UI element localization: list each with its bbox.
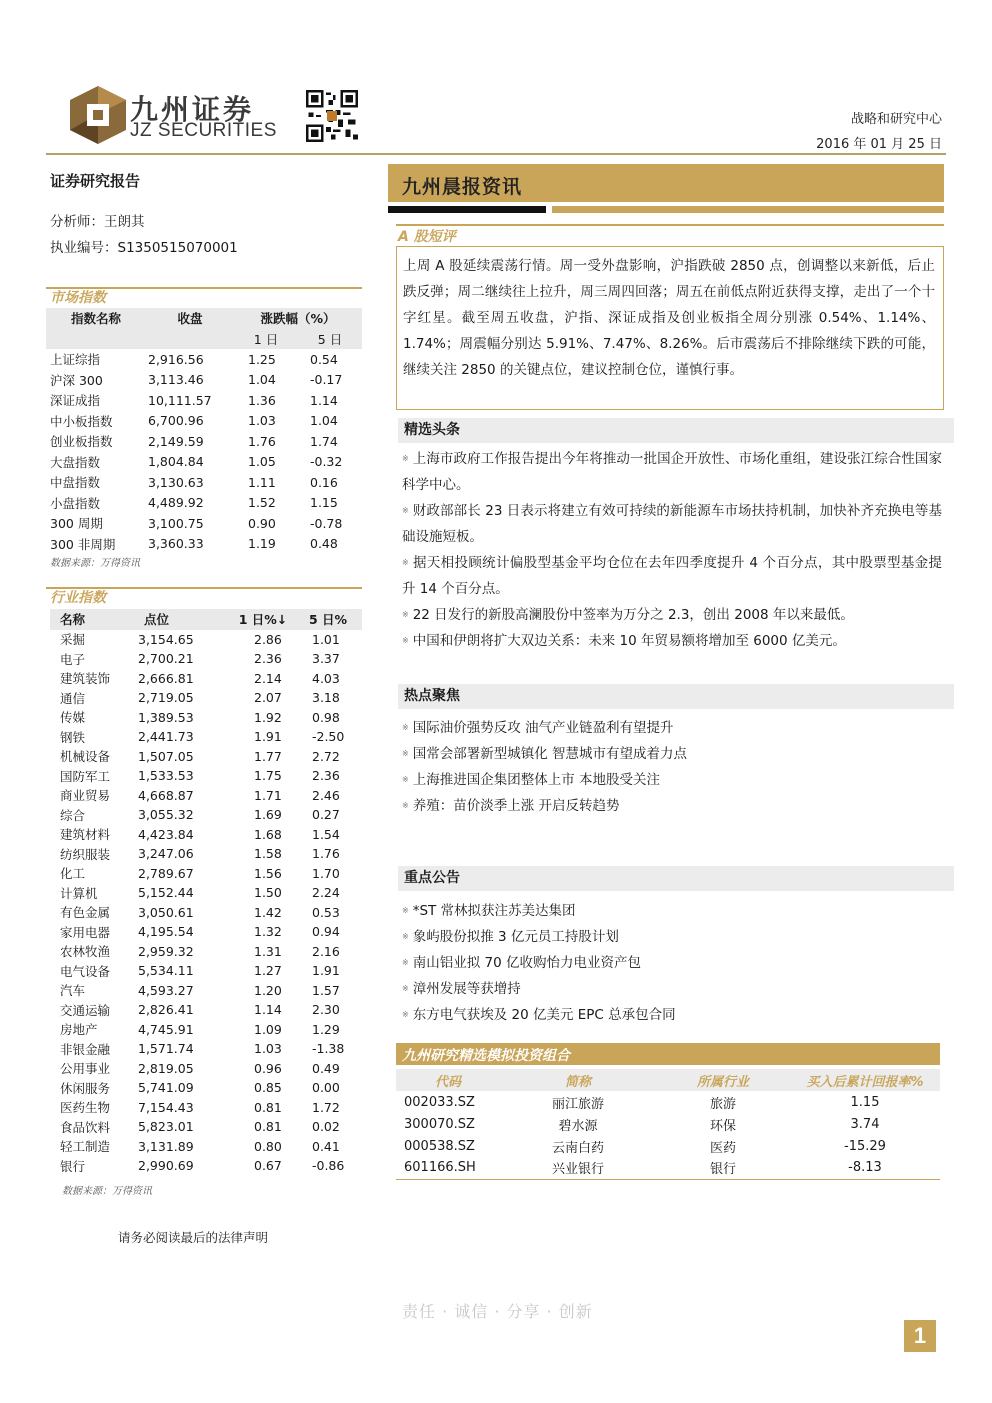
industry-change-1d: 1.27 (254, 963, 282, 979)
headline-item (402, 602, 942, 628)
list-item-text: 中国和伊朗将扩大双边关系：未来 10 年贸易额将增加至 6000 亿美元。 (412, 633, 846, 649)
industry-points: 1,389.53 (138, 709, 194, 725)
col-header-blank (146, 329, 234, 350)
industry-name: 电气设备 (60, 963, 111, 979)
report-type: 证券研究报告 (50, 172, 141, 190)
headline-item (402, 628, 942, 654)
industry-name: 公用事业 (60, 1061, 111, 1077)
industry-change-1d: 0.81 (254, 1099, 282, 1115)
jz-logo-icon (70, 86, 126, 144)
col-header-return: 买入后累计回报率% (790, 1069, 940, 1091)
industry-change-5d: 0.00 (312, 1080, 340, 1096)
industry-change-5d: 2.30 (312, 1002, 340, 1018)
industry-points: 3,247.06 (138, 846, 194, 862)
industry-points: 2,959.32 (138, 943, 194, 959)
industry-name: 通信 (60, 690, 86, 706)
list-item-text: 上海市政府工作报告提出今年将推动一批国企开放性、市场化重组，建设张江综合性国家科学中心。 (402, 451, 943, 493)
col-header-blank (46, 329, 146, 350)
industry-change-1d: 1.68 (254, 826, 282, 842)
industry-change-5d: 1.91 (312, 963, 340, 979)
industry-change-1d: 2.07 (254, 690, 282, 706)
col-header-5d[interactable]: 5 日% (294, 609, 362, 630)
industry-name: 农林牧渔 (60, 944, 111, 960)
industry-change-1d: 1.09 (254, 1021, 282, 1037)
industry-points: 2,441.73 (138, 729, 194, 745)
industry-name: 计算机 (60, 885, 98, 901)
table-row (50, 1039, 362, 1059)
title-banner (388, 164, 944, 202)
index-change-1d: 1.11 (248, 474, 276, 490)
index-close: 6,700.96 (148, 413, 204, 429)
stock-industry: 旅游 (709, 1096, 736, 1112)
industry-name: 食品饮料 (60, 1119, 111, 1135)
industry-change-5d: 2.24 (312, 885, 340, 901)
col-header-close: 收盘 (146, 308, 234, 329)
a-share-tag-label: A 股短评 (398, 229, 456, 245)
industry-change-1d: 1.75 (254, 768, 282, 784)
index-change-5d: -0.32 (310, 454, 343, 470)
bullet-icon: ※ (402, 749, 409, 758)
col-header-industry: 所属行业 (656, 1069, 790, 1091)
table-row (46, 452, 362, 473)
table-row (50, 747, 362, 767)
page-number: 1 (904, 1320, 936, 1352)
table-row (50, 903, 362, 923)
list-item-text: 22 日发行的新股高澜股份中签率为万分之 2.3，创出 2008 年以来最低。 (412, 607, 854, 623)
table-row (46, 411, 362, 432)
industry-change-5d: 1.57 (312, 982, 340, 998)
stock-name: 丽江旅游 (551, 1096, 604, 1112)
industry-change-1d: 0.85 (254, 1080, 282, 1096)
industry-name: 综合 (60, 807, 86, 823)
bullet-icon: ※ (402, 958, 409, 967)
industry-name: 建筑材料 (60, 827, 111, 843)
index-name: 300 周期 (50, 516, 103, 532)
industry-change-1d: 1.69 (254, 807, 282, 823)
industry-name: 机械设备 (60, 749, 111, 765)
stock-name: 兴业银行 (500, 1157, 656, 1179)
index-name: 中小板指数 (50, 413, 113, 429)
industry-points: 4,593.27 (138, 982, 194, 998)
hot-topic-item (402, 793, 942, 819)
hot-topic-item (402, 715, 942, 741)
announcement-item (402, 898, 942, 924)
table-row (50, 961, 362, 981)
industry-change-5d: 2.16 (312, 943, 340, 959)
table-row (50, 942, 362, 962)
index-close: 3,130.63 (148, 474, 204, 490)
industry-points: 2,819.05 (138, 1060, 194, 1076)
stock-industry: 医药 (709, 1140, 736, 1156)
industry-change-5d: 0.98 (312, 709, 340, 725)
industry-name: 采掘 (60, 632, 86, 648)
legal-notice: 请务必阅读最后的法律声明 (118, 1230, 269, 1245)
index-close: 4,489.92 (148, 495, 204, 511)
industry-name: 轻工制造 (60, 1139, 111, 1155)
table-row (396, 1113, 940, 1135)
index-close: 1,804.84 (148, 454, 204, 470)
stock-name: 云南白药 (551, 1140, 604, 1156)
index-change-1d: 1.05 (248, 454, 276, 470)
bullet-icon: ※ (402, 636, 409, 645)
brand-name-cn: 九州证券 (130, 93, 255, 126)
index-change-5d: 1.15 (310, 495, 338, 511)
industry-change-1d: 1.58 (254, 846, 282, 862)
industry-change-1d: 1.03 (254, 1041, 282, 1057)
market-index-title: 市场指数 (46, 287, 362, 307)
table-row (50, 786, 362, 806)
industry-points: 3,154.65 (138, 631, 194, 647)
col-header-name: 名称 (50, 609, 136, 630)
industry-name: 银行 (60, 1158, 86, 1174)
stock-code: 002033.SZ (404, 1094, 475, 1110)
table-row (50, 1117, 362, 1137)
industry-name: 交通运输 (60, 1002, 111, 1018)
index-name: 300 非周期 (50, 536, 116, 552)
hot-topic-item (402, 767, 942, 793)
table-row (396, 1135, 940, 1157)
department: 战略和研究中心 (850, 112, 942, 127)
index-name: 小盘指数 (50, 495, 101, 511)
banner-bar-dark (388, 206, 546, 213)
industry-points: 2,789.67 (138, 865, 194, 881)
table-row (50, 649, 362, 669)
index-change-1d: 1.19 (248, 536, 276, 552)
table-row (50, 630, 362, 650)
list-item-text: 东方电气获埃及 20 亿美元 EPC 总承包合同 (412, 1007, 676, 1023)
index-close: 2,149.59 (148, 433, 204, 449)
industry-points: 2,826.41 (138, 1002, 194, 1018)
list-item-text: 财政部部长 23 日表示将建立有效可持续的新能源车市场扶持机制，加快补齐充换电等基础设施短板。 (402, 503, 942, 545)
bullet-icon: ※ (402, 801, 409, 810)
table-row (50, 825, 362, 845)
index-change-1d: 1.03 (248, 413, 276, 429)
table-row (46, 431, 362, 452)
header-rule (46, 153, 946, 155)
a-share-tag (396, 224, 944, 244)
qr-code-icon (306, 90, 358, 142)
col-header-1d-sorted[interactable]: 1 日%↓ (232, 609, 294, 630)
industry-name: 钢铁 (60, 729, 86, 745)
market-index-table (46, 308, 362, 554)
index-change-1d: 0.90 (248, 515, 276, 531)
a-share-summary: 上周 A 股延续震荡行情。周一受外盘影响，沪指跌破 2850 点，创调整以来新低，后止跌反弹；周二继续往上拉升，周三周四回落；周五在前低点附近获得支撑，走出了一个十字红星。截至周五收盘，沪指、深证成指及创业板指全周分别涨 0.54%、1.14%、1.74%；周震幅分别达 5.91%、7.47%、8.26%。后市震荡后不排除继续下跌的可能，继续关注 2850 的关键点位，建议控制仓位，谨慎行事。 (396, 246, 944, 410)
bullet-icon: ※ (402, 775, 409, 784)
industry-name: 汽车 (60, 983, 86, 999)
announcements-title: 重点公告 (398, 866, 954, 891)
index-change-1d: 1.76 (248, 433, 276, 449)
industry-change-1d: 1.42 (254, 904, 282, 920)
list-item-text: 据天相投顾统计偏股型基金平均仓位在去年四季度提升 4 个百分点，其中股票型基金提升 14 个百分点。 (402, 555, 943, 597)
col-header-change: 涨跌幅（%） (234, 308, 362, 329)
industry-index-title: 行业指数 (46, 587, 362, 607)
industry-points: 5,823.01 (138, 1119, 194, 1135)
table-row (46, 349, 362, 370)
index-name: 创业板指数 (50, 434, 113, 450)
stock-return: -8.13 (790, 1157, 940, 1179)
bullet-icon: ※ (402, 984, 409, 993)
industry-name: 电子 (60, 651, 86, 667)
list-item-text: 南山铝业拟 70 亿收购怡力电业资产包 (412, 955, 641, 971)
hot-topic-item (402, 741, 942, 767)
index-close: 3,113.46 (148, 372, 204, 388)
industry-points: 7,154.43 (138, 1099, 194, 1115)
banner-title: 九州晨报资讯 (402, 176, 523, 198)
industry-change-1d: 1.50 (254, 885, 282, 901)
industry-name: 有色金属 (60, 905, 111, 921)
industry-change-5d: 3.18 (312, 690, 340, 706)
index-change-1d: 1.52 (248, 495, 276, 511)
stock-industry: 银行 (656, 1157, 790, 1179)
table-row (50, 727, 362, 747)
index-name: 中盘指数 (50, 475, 101, 491)
table-row (46, 390, 362, 411)
industry-change-5d: 2.46 (312, 787, 340, 803)
table-row (50, 669, 362, 689)
footer-motto: 责任 · 诚信 · 分享 · 创新 (402, 1302, 593, 1321)
table-row (396, 1157, 940, 1179)
stock-code: 000538.SZ (404, 1138, 475, 1154)
table-row (50, 1137, 362, 1157)
index-name: 沪深 300 (50, 372, 103, 388)
col-header-short-name: 简称 (500, 1069, 656, 1091)
industry-change-1d: 1.14 (254, 1002, 282, 1018)
col-header-points: 点位 (136, 609, 232, 630)
industry-name: 化工 (60, 866, 86, 882)
industry-change-1d: 1.56 (254, 865, 282, 881)
table-row (50, 805, 362, 825)
table-row (50, 844, 362, 864)
industry-change-5d: 0.27 (312, 807, 340, 823)
industry-change-1d: 1.91 (254, 729, 282, 745)
stock-return: 3.74 (850, 1116, 880, 1132)
stock-industry: 环保 (709, 1118, 736, 1134)
table-row (46, 370, 362, 391)
industry-change-5d: 1.01 (312, 631, 340, 647)
industry-change-5d: 1.54 (312, 826, 340, 842)
announcement-item (402, 924, 942, 950)
headline-item (402, 550, 942, 602)
list-item-text: 上海推进国企集团整体上市 本地股受关注 (412, 772, 660, 788)
bullet-icon: ※ (402, 932, 409, 941)
list-item-text: 国常会部署新型城镇化 智慧城市有望成着力点 (412, 746, 687, 762)
table-row (50, 1098, 362, 1118)
index-close: 2,916.56 (148, 351, 204, 367)
industry-data-source: 数据来源：万得资讯 (62, 1186, 152, 1197)
table-row (50, 1156, 362, 1176)
industry-change-1d: 1.71 (254, 787, 282, 803)
industry-change-5d: 2.72 (312, 748, 340, 764)
report-date: 2016 年 01 月 25 日 (816, 137, 942, 152)
industry-index-table (50, 609, 362, 1176)
table-row (46, 472, 362, 493)
headline-item (402, 446, 942, 498)
table-row (50, 883, 362, 903)
portfolio-header (396, 1043, 940, 1065)
index-change-5d: 1.74 (310, 433, 338, 449)
index-change-5d: 1.14 (310, 392, 338, 408)
index-change-5d: 0.54 (310, 351, 338, 367)
industry-points: 2,990.69 (138, 1158, 194, 1174)
bullet-icon: ※ (402, 1010, 409, 1019)
index-name: 深证成指 (50, 393, 101, 409)
stock-name: 碧水源 (558, 1118, 598, 1134)
industry-change-5d: 4.03 (312, 670, 340, 686)
industry-change-1d: 2.36 (254, 651, 282, 667)
industry-change-1d: 1.77 (254, 748, 282, 764)
table-row (50, 708, 362, 728)
stock-return: -15.29 (844, 1138, 886, 1154)
index-change-5d: -0.78 (310, 515, 343, 531)
index-change-5d: 0.48 (310, 536, 338, 552)
bullet-icon: ※ (402, 906, 409, 915)
industry-points: 5,152.44 (138, 885, 194, 901)
table-row (50, 688, 362, 708)
index-change-1d: 1.36 (248, 392, 276, 408)
industry-change-1d: 0.67 (254, 1158, 282, 1174)
table-row (50, 766, 362, 786)
table-row (50, 864, 362, 884)
industry-change-5d: 3.37 (312, 651, 340, 667)
table-row (46, 534, 362, 555)
table-row (50, 1078, 362, 1098)
industry-change-5d: 2.36 (312, 768, 340, 784)
industry-change-5d: -2.50 (312, 729, 345, 745)
industry-points: 3,055.32 (138, 807, 194, 823)
table-row (50, 1059, 362, 1079)
industry-points: 3,131.89 (138, 1138, 194, 1154)
table-row (50, 922, 362, 942)
industry-change-1d: 0.80 (254, 1138, 282, 1154)
industry-points: 1,507.05 (138, 748, 194, 764)
col-header-1d: 1 日 (234, 329, 298, 350)
index-change-5d: -0.17 (310, 372, 343, 388)
industry-points: 2,719.05 (138, 690, 194, 706)
industry-change-1d: 0.96 (254, 1060, 282, 1076)
industry-change-1d: 1.92 (254, 709, 282, 725)
industry-name: 医药生物 (60, 1100, 111, 1116)
industry-name: 纺织服装 (60, 846, 111, 862)
industry-points: 4,668.87 (138, 787, 194, 803)
industry-change-1d: 2.86 (254, 631, 282, 647)
industry-change-1d: 1.31 (254, 943, 282, 959)
col-header-index-name: 指数名称 (46, 308, 146, 329)
industry-name: 非银金融 (60, 1041, 111, 1057)
index-change-1d: 1.25 (248, 351, 276, 367)
analyst-name: 分析师：王朗其 (50, 214, 145, 230)
industry-name: 传媒 (60, 710, 86, 726)
bullet-icon: ※ (402, 558, 410, 567)
table-row (50, 981, 362, 1001)
announcement-item (402, 950, 942, 976)
index-close: 3,360.33 (148, 536, 204, 552)
table-row (50, 1000, 362, 1020)
announcement-item (402, 1002, 942, 1028)
industry-change-5d: 1.72 (312, 1099, 340, 1115)
index-close: 10,111.57 (148, 392, 212, 408)
announcement-item (402, 976, 942, 1002)
index-name: 大盘指数 (50, 454, 101, 470)
industry-name: 商业贸易 (60, 788, 111, 804)
industry-points: 4,745.91 (138, 1021, 194, 1037)
list-item-text: 国际油价强势反攻 油气产业链盈利有望提升 (412, 720, 674, 736)
market-data-source: 数据来源：万得资讯 (50, 558, 140, 569)
bullet-icon: ※ (402, 610, 409, 619)
industry-points: 2,700.21 (138, 651, 194, 667)
industry-change-5d: 1.29 (312, 1021, 340, 1037)
hot-topics-title: 热点聚焦 (398, 684, 954, 709)
license-number: 执业编号：S1350515070001 (50, 240, 238, 256)
stock-code: 601166.SH (396, 1157, 500, 1179)
index-change-5d: 1.04 (310, 413, 338, 429)
industry-points: 3,050.61 (138, 904, 194, 920)
bullet-icon: ※ (402, 506, 409, 515)
industry-change-5d: 1.70 (312, 865, 340, 881)
industry-points: 1,571.74 (138, 1041, 194, 1057)
industry-points: 4,195.54 (138, 924, 194, 940)
index-close: 3,100.75 (148, 515, 204, 531)
headline-item (402, 498, 942, 550)
bullet-icon: ※ (402, 723, 409, 732)
index-name: 上证综指 (50, 352, 101, 368)
index-change-1d: 1.04 (248, 372, 276, 388)
industry-points: 2,666.81 (138, 670, 194, 686)
table-row (46, 493, 362, 514)
industry-name: 房地产 (60, 1022, 98, 1038)
industry-change-1d: 1.20 (254, 982, 282, 998)
table-row (46, 513, 362, 534)
industry-name: 家用电器 (60, 924, 111, 940)
stock-code: 300070.SZ (404, 1116, 475, 1132)
col-header-code: 代码 (396, 1069, 500, 1091)
list-item-text: *ST 常林拟获注苏美达集团 (412, 903, 576, 919)
industry-change-5d: 0.94 (312, 924, 340, 940)
industry-change-5d: 0.02 (312, 1119, 340, 1135)
industry-name: 国防军工 (60, 768, 111, 784)
industry-points: 5,534.11 (138, 963, 194, 979)
table-row (50, 1020, 362, 1040)
headlines-title: 精选头条 (398, 418, 954, 443)
stock-return: 1.15 (850, 1094, 880, 1110)
industry-points: 4,423.84 (138, 826, 194, 842)
industry-change-5d: 1.76 (312, 846, 340, 862)
index-change-5d: 0.16 (310, 474, 338, 490)
industry-change-1d: 0.81 (254, 1119, 282, 1135)
table-row (396, 1091, 940, 1113)
bullet-icon: ※ (402, 454, 409, 463)
list-item-text: 漳州发展等获增持 (412, 981, 521, 997)
industry-change-5d: 0.49 (312, 1060, 340, 1076)
banner-bar-gold (552, 206, 944, 213)
industry-change-5d: -0.86 (312, 1158, 345, 1174)
industry-change-5d: -1.38 (312, 1041, 345, 1057)
brand-name-en: JZ SECURITIES (130, 120, 277, 141)
industry-points: 5,741.09 (138, 1080, 194, 1096)
industry-change-5d: 0.53 (312, 904, 340, 920)
industry-change-1d: 2.14 (254, 670, 282, 686)
industry-change-5d: 0.41 (312, 1138, 340, 1154)
industry-change-1d: 1.32 (254, 924, 282, 940)
industry-name: 建筑装饰 (60, 671, 111, 687)
list-item-text: 象屿股份拟推 3 亿元员工持股计划 (412, 929, 619, 945)
industry-name: 休闲服务 (60, 1080, 111, 1096)
portfolio-title: 九州研究精选模拟投资组合 (402, 1048, 570, 1064)
portfolio-table (396, 1069, 940, 1180)
col-header-5d: 5 日 (298, 329, 362, 350)
list-item-text: 养殖：苗价淡季上涨 开启反转趋势 (412, 798, 620, 814)
industry-points: 1,533.53 (138, 768, 194, 784)
